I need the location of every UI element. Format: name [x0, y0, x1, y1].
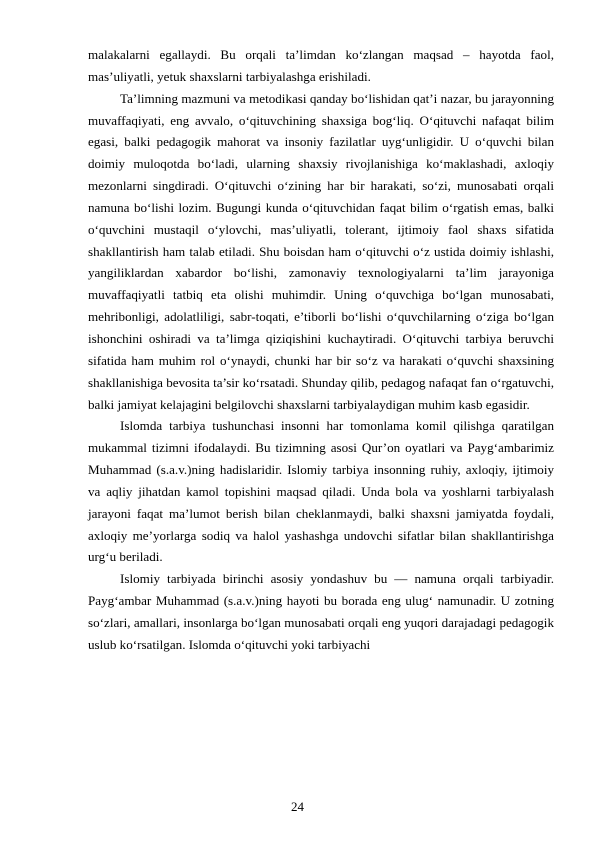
paragraph-4: Islomiy tarbiyada birinchi asosiy yondashuv bu — namuna orqali tarbiyadir. Payg‘ambar Muhammad (s.a.v.)ning hayoti bu borada eng ulug‘ namunadir. U zotning so‘zlari, amallari, insonlarga bo‘lgan munosabati orqali eng yuqori darajadagi pedagogik uslub ko‘rsatilgan. Islomda o‘qituvchi yoki tarbiyachi [88, 571, 554, 652]
paragraph-3: Islomda tarbiya tushunchasi insonni har tomonlama komil qilishga qaratilgan mukammal tizimni ifodalaydi. Bu tizimning asosi Qur’on oyatlari va Payg‘ambarimiz Muhammad (s.a.v.)ning hadislaridir. Islomiy tarbiya insonning ruhiy, axloqiy, ijtimoiy va aqliy jihatdan kamol topishini maqsad qiladi. Unda bola va yoshlarni tarbiyalash jarayoni faqat ma’lumot berish bilan cheklanmaydi, balki shaxsni jamiyatda foydali, axloqiy me’yorlarga sodiq va halol yashashga undovchi sifatlar bilan shakllantirishga urg‘u beriladi. [88, 418, 554, 565]
paragraph-1: malakalarni egallaydi. Bu orqali ta’limdan ko‘zlangan maqsad – hayotda faol, mas’uliyatli, yetuk shaxslarni tarbiyalashga erishiladi. [88, 47, 554, 84]
page-body [88, 44, 554, 656]
paragraph-2: Ta’limning mazmuni va metodikasi qanday bo‘lishidan qat’i nazar, bu jarayonning muvaffaqiyati, eng avvalo, o‘qituvchining shaxsiga bog‘liq. O‘qituvchi nafaqat bilim egasi, balki pedagogik mahorat va insoniy fazilatlar uyg‘unligidir. U o‘quvchi bilan doimiy muloqotda bo‘ladi, ularning shaxsiy rivojlanishiga ko‘maklashadi, axloqiy mezonlarni singdiradi. O‘qituvchi o‘zining har bir harakati, so‘zi, munosabati orqali namuna bo‘lishi lozim. Bugungi kunda o‘qituvchidan faqat bilim o‘rgatish emas, balki o‘quvchini mustaqil o‘ylovchi, mas’uliyatli, tolerant, ijtimoiy faol shaxs sifatida shakllantirish ham talab etiladi. Shu boisdan ham o‘qituvchi o‘z ustida doimiy ishlashi, yangiliklardan xabardor bo‘lishi, zamonaviy texnologiyalarni ta’lim jarayoniga muvaffaqiyatli tatbiq eta olishi muhimdir. Uning o‘quvchiga bo‘lgan munosabati, mehribonligi, adolatliligi, sabr-toqati, e’tiborli bo‘lishi o‘quvchilarning o‘ziga bo‘lgan ishonchini oshiradi va ta’limga qiziqishini kuchaytiradi. O‘qituvchi tarbiya beruvchi sifatida ham muhim rol o‘ynaydi, chunki har bir so‘z va harakati o‘quvchi shaxsining shakllanishiga bevosita ta’sir ko‘rsatadi. Shunday qilib, pedagog nafaqat fan o‘rgatuvchi, balki jamiyat kelajagini belgilovchi shaxslarni tarbiyalaydigan muhim kasb egasidir. [88, 90, 554, 412]
page-number: 24 [291, 799, 304, 814]
